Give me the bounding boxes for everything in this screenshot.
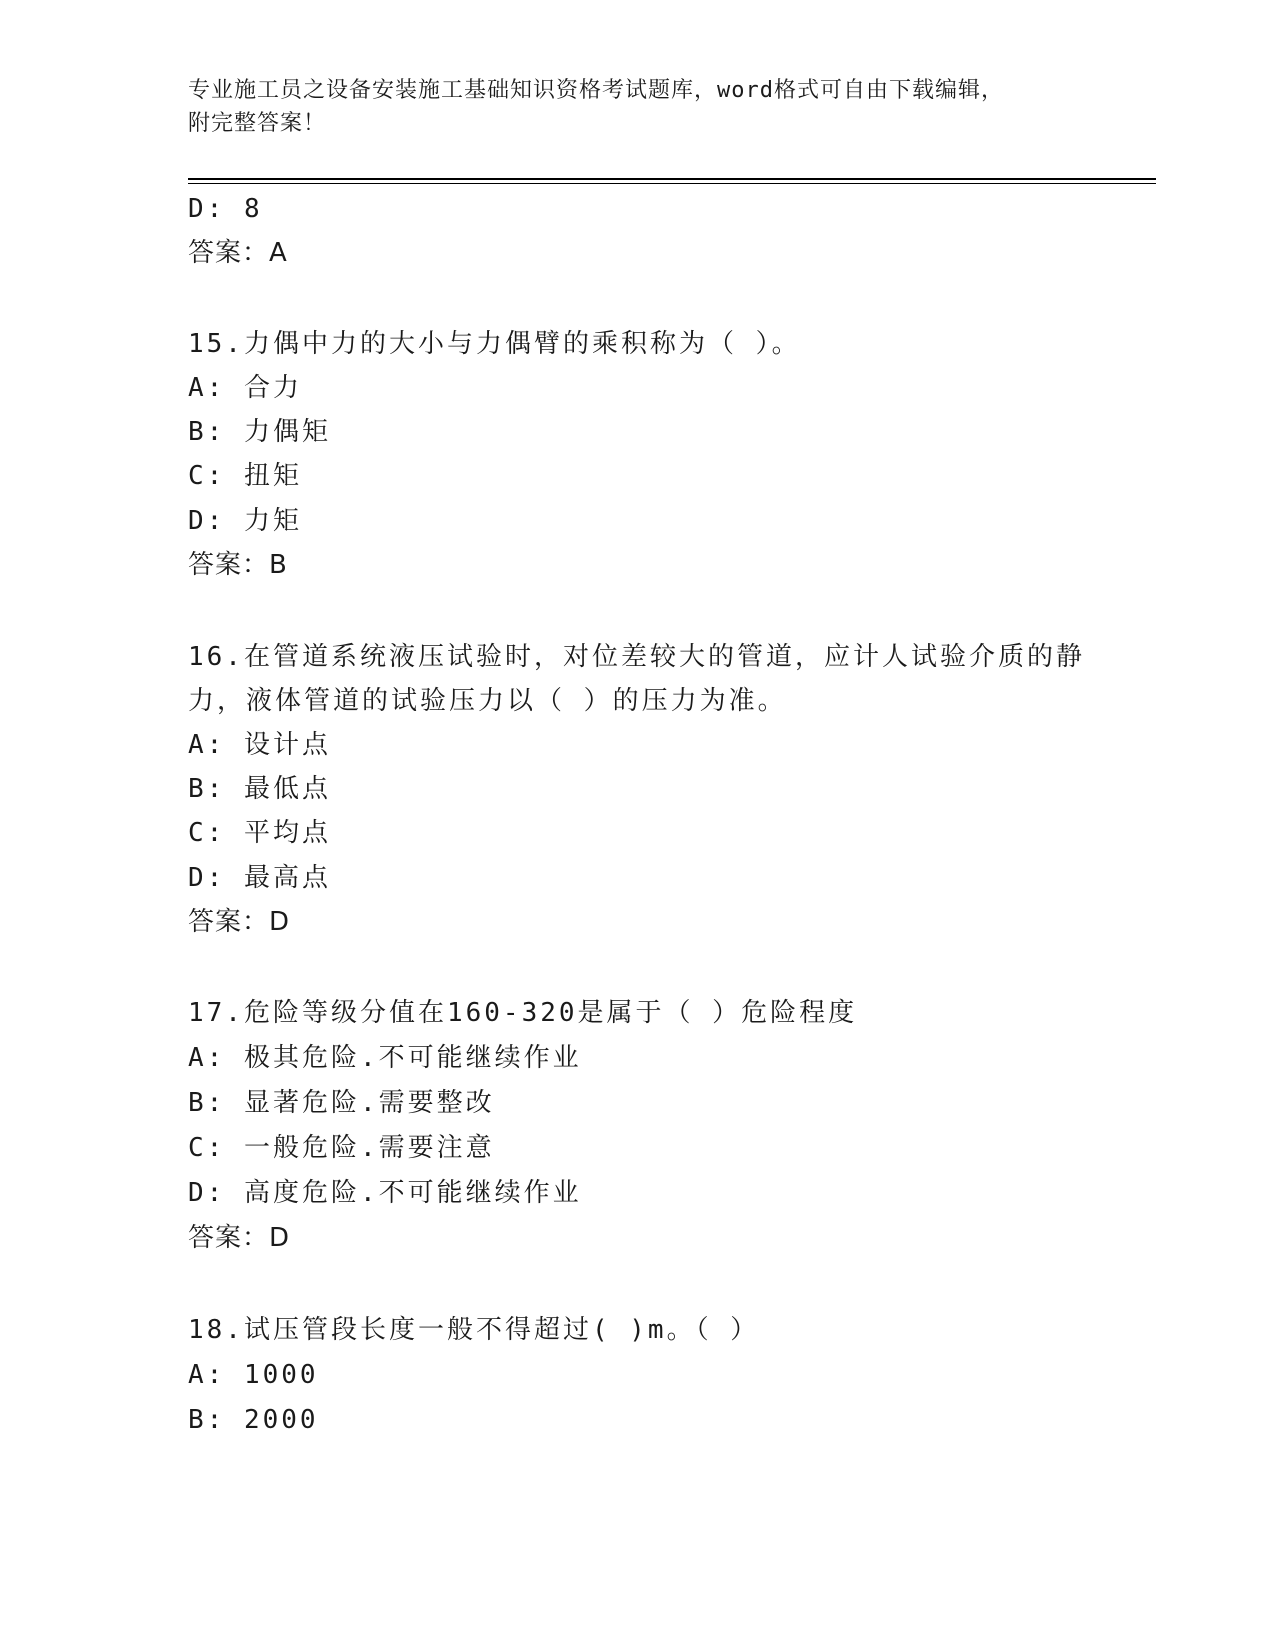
- header-divider-thin: [188, 183, 1156, 184]
- q16-option-d: D: 最高点: [188, 863, 331, 893]
- document-header: [188, 74, 1088, 140]
- prev-option-d: D: 8: [188, 194, 263, 224]
- header-line-1: 专业施工员之设备安装施工基础知识资格考试题库，word格式可自由下载编辑，: [188, 78, 1004, 103]
- q17-option-d: D: 高度危险.不可能继续作业: [188, 1178, 582, 1208]
- q15-stem: 15.力偶中力的大小与力偶臂的乘积称为（ ）。: [188, 329, 801, 359]
- q17-option-b: B: 显著危险.需要整改: [188, 1088, 495, 1118]
- prev-answer: 答案：A: [188, 238, 288, 268]
- q15-option-c: C: 扭矩: [188, 461, 302, 491]
- q17-answer: 答案：D: [188, 1223, 291, 1253]
- q15-option-b: B: 力偶矩: [188, 417, 331, 447]
- header-line-2: 附完整答案！: [188, 111, 327, 136]
- q18-option-a: A: 1000: [188, 1360, 319, 1390]
- q16-option-b: B: 最低点: [188, 774, 331, 804]
- q18-stem: 18.试压管段长度一般不得超过( )m。（ ）: [188, 1315, 760, 1345]
- q17-option-a: A: 极其危险.不可能继续作业: [188, 1043, 582, 1073]
- q18-option-b: B: 2000: [188, 1405, 319, 1435]
- q16-stem-line-1: 16.在管道系统液压试验时，对位差较大的管道，应计人试验介质的静: [188, 642, 1085, 672]
- q16-option-a: A: 设计点: [188, 730, 331, 760]
- q15-option-d: D: 力矩: [188, 506, 302, 536]
- q16-stem-line-2: 力，液体管道的试验压力以（ ）的压力为准。: [188, 686, 787, 716]
- q16-answer: 答案：D: [188, 907, 291, 937]
- q17-option-c: C: 一般危险.需要注意: [188, 1133, 495, 1163]
- q15-answer: 答案：B: [188, 550, 288, 580]
- q17-stem: 17.危险等级分值在160-320是属于（ ）危险程度: [188, 998, 858, 1028]
- q15-option-a: A: 合力: [188, 373, 302, 403]
- header-divider-thick: [188, 178, 1156, 180]
- q16-option-c: C: 平均点: [188, 818, 331, 848]
